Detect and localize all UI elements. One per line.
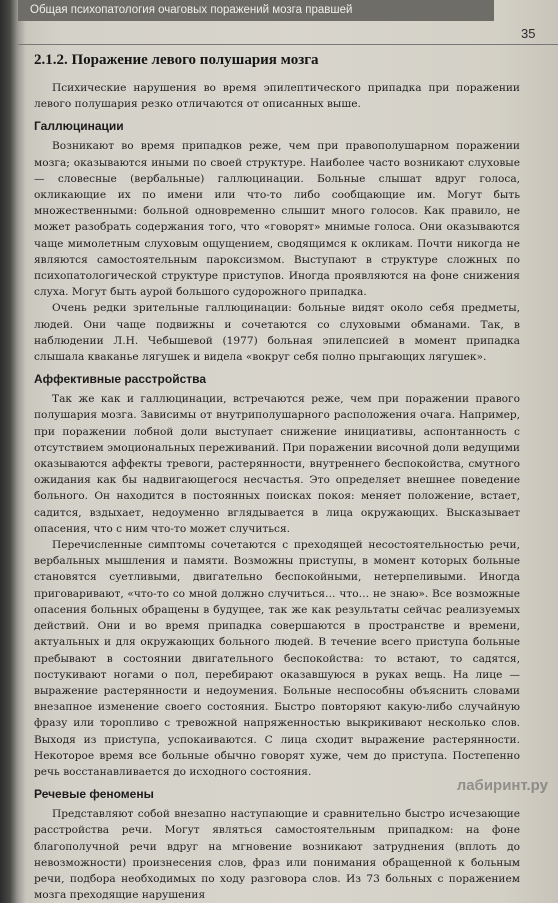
paragraph: Возникают во время припадков реже, чем при правополушарном поражении мозга; оказываются иными по своей структуре. Наиболее часто возникают слуховые — словесные (вербальные) галлюцинации. Больные слышат вдруг голоса, окликающие их по имени или что-то либо сообщающие им. Могут быть множественными: больной одновременно слышит много голосов. Как правило, не может разобрать содержания того, что «говорят» мнимые голоса. Они оказываются чаще мимолетным слуховым ощущением, сводящимся к окликам. Почти никогда не являются самостоятельным пароксизмом. Выступают в структуре сложных по психопатологической структуре приступов. Иногда проявляются на фоне снижения слуха. Могут быть аурой большого судорожного припадка. — [34, 140, 520, 299]
watermark: лабиринт.ру — [456, 777, 548, 794]
subsection-heading-speech: Речевые феномены — [34, 787, 154, 802]
paragraph: Очень редки зрительные галлюцинации: больные видят около себя предметы, людей. Они чаще подвижны и сочетаются со слуховыми обманами. Так, в наблюдении Л.Н. Чебышевой (1977) больная эпилепсией в момент припадка слышала кваканье лягушек и видела «вокруг себя полно прыгающих лягушек». — [34, 302, 520, 364]
page-content — [34, 50, 520, 903]
paragraph: Перечисленные симптомы сочетаются с преходящей несостоятельностью речи, вербальных мышления и памяти. Возможны приступы, в момент которых больные становятся суетливыми, двигательно беспокойными, нетерпеливыми. Иногда приговаривают, «что-то со мной должно случиться… что… не знаю». Все возможные опасения больных обращены в будущее, так же как результаты сейчас реализуемых действий. Они и во время припадка совершаются в пространстве и времени, актуальных и для окружающих больного людей. В течение всего приступа больные пребывают в состоянии двигательного беспокойства: то встают, то садятся, постукивают ногами о пол, перебирают оказавшуюся в руках вещь. На лице — выражение растерянности и недоумения. Больные неспособны объяснить словами внезапное изменение своего состояния. Быстро повторяют какую-либо случайную фразу или торопливо с тревожной напряженностью выкрикивают несколько слов. Выходя из приступа, успокаиваются. С лица сходит выражение растерянности. Некоторое время все больные обычно говорят хуже, чем до приступа. Постепенно речь восстанавливается до исходного состояния. — [34, 539, 520, 778]
paragraph: Так же как и галлюцинации, встречаются реже, чем при поражении правого полушария мозга. Зависимы от внутриполушарного расположения очага. Например, при поражении лобной доли выступает снижение инициативы, аспонтанность с отсутствием эмоциональных переживаний. При поражении височной доли ведущими оказываются аффекты тревоги, растерянности, внутреннего беспокойства, смутного ожидания как бы надвигающегося несчастья. Это определяет внешнее поведение больного. Он находится в постоянных поисках покоя: меняет положение, встает, садится, вздыхает, недоуменно вглядывается в лица окружающих. Высказывает опасения, что с ним что-то может случиться. — [34, 393, 520, 535]
section-title: 2.1.2. Поражение левого полушария мозга — [34, 52, 319, 68]
subsection-heading-hallucinations: Галлюцинации — [34, 119, 124, 134]
page-edge-shadow — [0, 0, 18, 800]
paragraph: Представляют собой внезапно наступающие и сравнительно быстро исчезающие расстройства речи. Могут являться самостоятельным припадком: на фоне благополучной речи вдруг на мгновение возникают затруднения (вплоть до невозможности) произнесения слов, фраз или понимания обращенной к больным речи, подбора необходимых по ходу разговора слов. Из 73 больных с поражением мозга преходящие нарушения — [34, 808, 520, 902]
subsection-heading-affective: Аффективные расстройства — [34, 372, 207, 387]
running-header: Общая психопатология очаговых поражений мозга правшей — [18, 0, 494, 21]
book-page — [18, 0, 558, 902]
section-intro: Психические нарушения во время эпилептического припадка при поражении левого полушария резко отличаются от описанных выше. — [34, 82, 520, 111]
header-rule — [18, 44, 558, 45]
page-number: 35 — [521, 26, 536, 41]
